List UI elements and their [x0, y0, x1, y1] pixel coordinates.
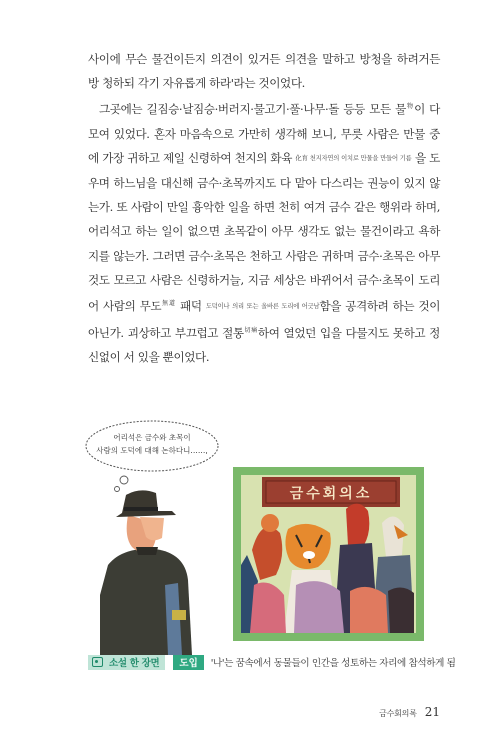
caption-label	[88, 655, 165, 670]
assembly-signboard: 금수회의소	[289, 486, 373, 502]
hanja-annotation: 無道	[161, 300, 176, 308]
text-run: 그곳에는 길짐승·날짐승·버러지·물고기·풀·나무·돌 등등 모든 물	[99, 102, 406, 117]
text-line: 청하되 각기 자유롭게 하라'라는 것이었다.	[102, 76, 305, 91]
caption-label-text: 소설 한 장면	[109, 658, 160, 669]
paragraph-2	[88, 95, 440, 369]
caption-text: '나'는 꿈속에서 동물들이 인간을 성토하는 자리에 참석하게 됨	[210, 658, 456, 669]
caption-stage-tag: 도입	[173, 655, 203, 670]
inline-gloss: 도덕이나 의리 또는 올바른 도리에 어긋남	[205, 303, 320, 311]
scene-illustration	[0, 405, 500, 655]
inline-gloss: 化育 천지자연의 이치로 만물을 만들어 기름	[295, 154, 412, 162]
text-run: 하여 열었던 입을 다물지도 못하고 정신없이 서 있을 뿐이었다.	[88, 326, 440, 365]
paragraph-1	[88, 47, 440, 95]
running-title: 금수회의록	[379, 709, 417, 718]
man-with-hat	[100, 490, 192, 655]
scene-icon	[92, 657, 103, 667]
bubble-line-2: 사람의 도덕에 대해 논하다니……,	[96, 446, 208, 455]
framed-picture	[233, 467, 424, 641]
body-text	[88, 47, 440, 370]
thought-bubble	[86, 421, 218, 492]
page-footer	[379, 705, 440, 719]
figure-caption	[88, 654, 455, 670]
text-run: 을 도우며 하느님을 대신해 금수·초목까지도 다 맡아 다스리는 권능이 있지 않는가. 또 사람이 만일 흉악한 일을 하면 천히 여겨 금수 같은 행위라 하며, 어리석고 하는 일이 없으면 초목같이 아무 생각도 없는 물건이라고 욕하지를 않는가. 그러면 금수·초목은 천하고 사람은 귀하며 금수·초목은 아무것도 모르고 사람은 신령하거늘, 지금 세상은 바뀌어서 금수·초목이 도리어 사람의 무도	[88, 150, 440, 314]
hanja-annotation: 物	[405, 103, 415, 111]
text-run: 함을 공격하려 하는 것이 아닌가. 괴상하고 부끄럽고 절통	[88, 299, 440, 341]
text-run: 패덕	[175, 299, 202, 314]
text-run: 이 다 모여 있었다. 혼자 마음속으로 가만히 생각해 보니, 무릇 사람은 만물 중에 가장 귀하고 제일 신령하여 천지의 화육	[88, 102, 440, 165]
hanja-annotation: 切痛	[243, 327, 258, 335]
page-number: 21	[424, 705, 440, 719]
text-line: 사이에 무슨 물건이든지 의견이 있거든 의견을 말하고 방청을 하려거든 방	[88, 52, 440, 91]
bubble-line-1: 어리석은 금수와 초목이	[113, 433, 191, 442]
